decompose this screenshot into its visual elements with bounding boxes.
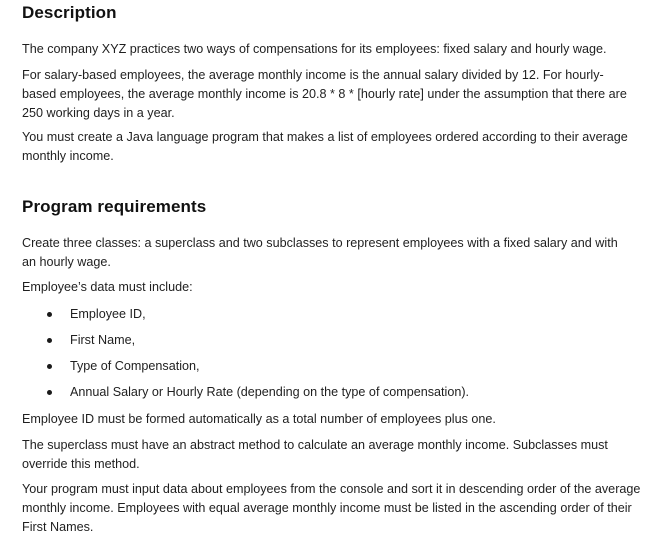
bullet-icon	[47, 390, 52, 395]
description-paragraph-2: For salary-based employees, the average monthly income is the annual salary divided by 12. For hourly-based employees, the average monthly income is 20.8 * 8 * [hourly rate] under the assumption that there are 250 working days in a year.	[22, 68, 627, 120]
list-item-text: Annual Salary or Hourly Rate (depending on the type of compensation).	[70, 385, 470, 399]
list-item	[22, 305, 642, 324]
list-item-text: Type of Compensation,	[70, 359, 200, 373]
bullet-icon	[47, 338, 52, 343]
list-item	[22, 357, 642, 376]
employee-data-list	[22, 305, 642, 402]
employee-id-paragraph: Employee ID must be formed automatically as a total number of employees plus one.	[22, 412, 496, 426]
description-heading: Description	[22, 3, 117, 22]
requirements-heading: Program requirements	[22, 197, 207, 216]
list-item-text: First Name,	[70, 333, 136, 347]
requirements-intro: Create three classes: a superclass and two subclasses to represent employees with a fixed salary and with an hourly wage.	[22, 236, 618, 269]
bullet-icon	[47, 364, 52, 369]
list-item-text: Employee ID,	[70, 307, 146, 321]
superclass-paragraph: The superclass must have an abstract method to calculate an average monthly income. Subclasses must override this method.	[22, 438, 608, 471]
list-item	[22, 383, 642, 402]
employee-data-intro: Employee’s data must include:	[22, 280, 193, 294]
bullet-icon	[47, 312, 52, 317]
description-paragraph-3: You must create a Java language program that makes a list of employees ordered according to their average monthly income.	[22, 130, 628, 163]
list-item	[22, 331, 642, 350]
input-sort-paragraph: Your program must input data about employees from the console and sort it in descending order of the average monthly income. Employees with equal average monthly income must be listed in the ascending order of their First Names.	[22, 482, 641, 534]
description-paragraph-1: The company XYZ practices two ways of compensations for its employees: fixed salary and hourly wage.	[22, 42, 607, 56]
